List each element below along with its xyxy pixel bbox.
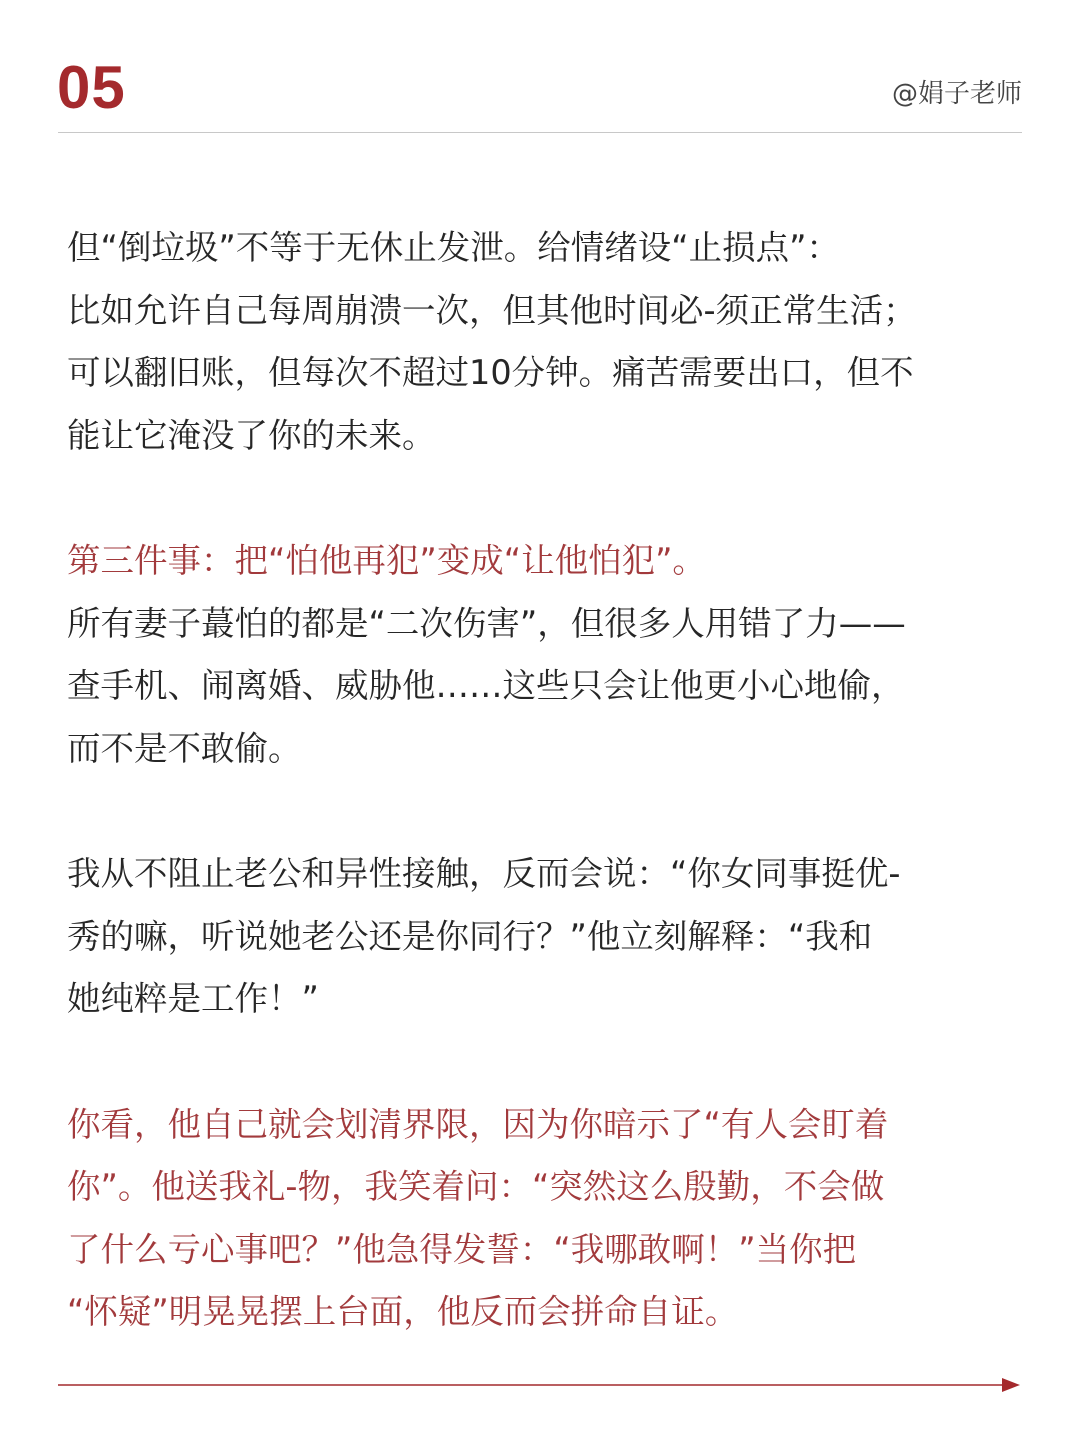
header-divider	[58, 132, 1022, 133]
paragraph-4-highlight	[67, 1094, 1017, 1344]
text-line: 查手机、闹离婚、威胁他……这些只会让他更小心地偷，	[67, 666, 905, 705]
text-line: 她纯粹是工作！”	[67, 979, 319, 1018]
text-line: 秀的嘛，听说她老公还是你同行？”他立刻解释：“我和	[67, 916, 873, 956]
text-line: 而不是不敢偷。	[67, 728, 302, 768]
paragraph-spacer	[67, 467, 1017, 530]
page-number: 05	[57, 54, 126, 121]
text-line: 所有妻子蕞怕的都是“二次伤害”，但很多人用错了力——	[67, 603, 906, 643]
arrow-right-icon	[58, 1375, 1024, 1395]
text-line: 比如允许自己每周崩溃一次，但其他时间必-须正常生活；	[67, 290, 917, 330]
text-line: 了什么亏心事吧？”他急得发誓：“我哪敢啊！”当你把	[67, 1229, 857, 1269]
paragraph-2	[67, 530, 1017, 780]
paragraph-3	[67, 843, 1017, 1031]
author-handle: @娟子老师	[891, 79, 1022, 109]
text-line: 能让它淹没了你的未来。	[67, 415, 436, 455]
section-heading: 第三件事：把“怕他再犯”变成“让他怕犯”。	[67, 541, 706, 580]
text-line: 你”。他送我礼-物，我笑着问：“突然这么殷勤，不会做	[67, 1167, 885, 1206]
paragraph-spacer	[67, 1031, 1017, 1094]
paragraph-1	[67, 217, 1017, 467]
text-line: 可以翻旧账，但每次不超过10分钟。痛苦需要出口，但不	[67, 353, 914, 392]
text-line: 但“倒垃圾”不等于无休止发泄。给情绪设“止损点”：	[67, 228, 840, 267]
article-body	[67, 217, 1017, 1344]
text-line: 你看，他自己就会划清界限，因为你暗示了“有人会盯着	[67, 1104, 889, 1144]
text-line: 我从不阻止老公和异性接触，反而会说：“你女同事挺优-	[67, 854, 901, 893]
paragraph-spacer	[67, 780, 1017, 843]
text-line: “怀疑”明晃晃摆上台面，他反而会拼命自证。	[67, 1292, 739, 1331]
